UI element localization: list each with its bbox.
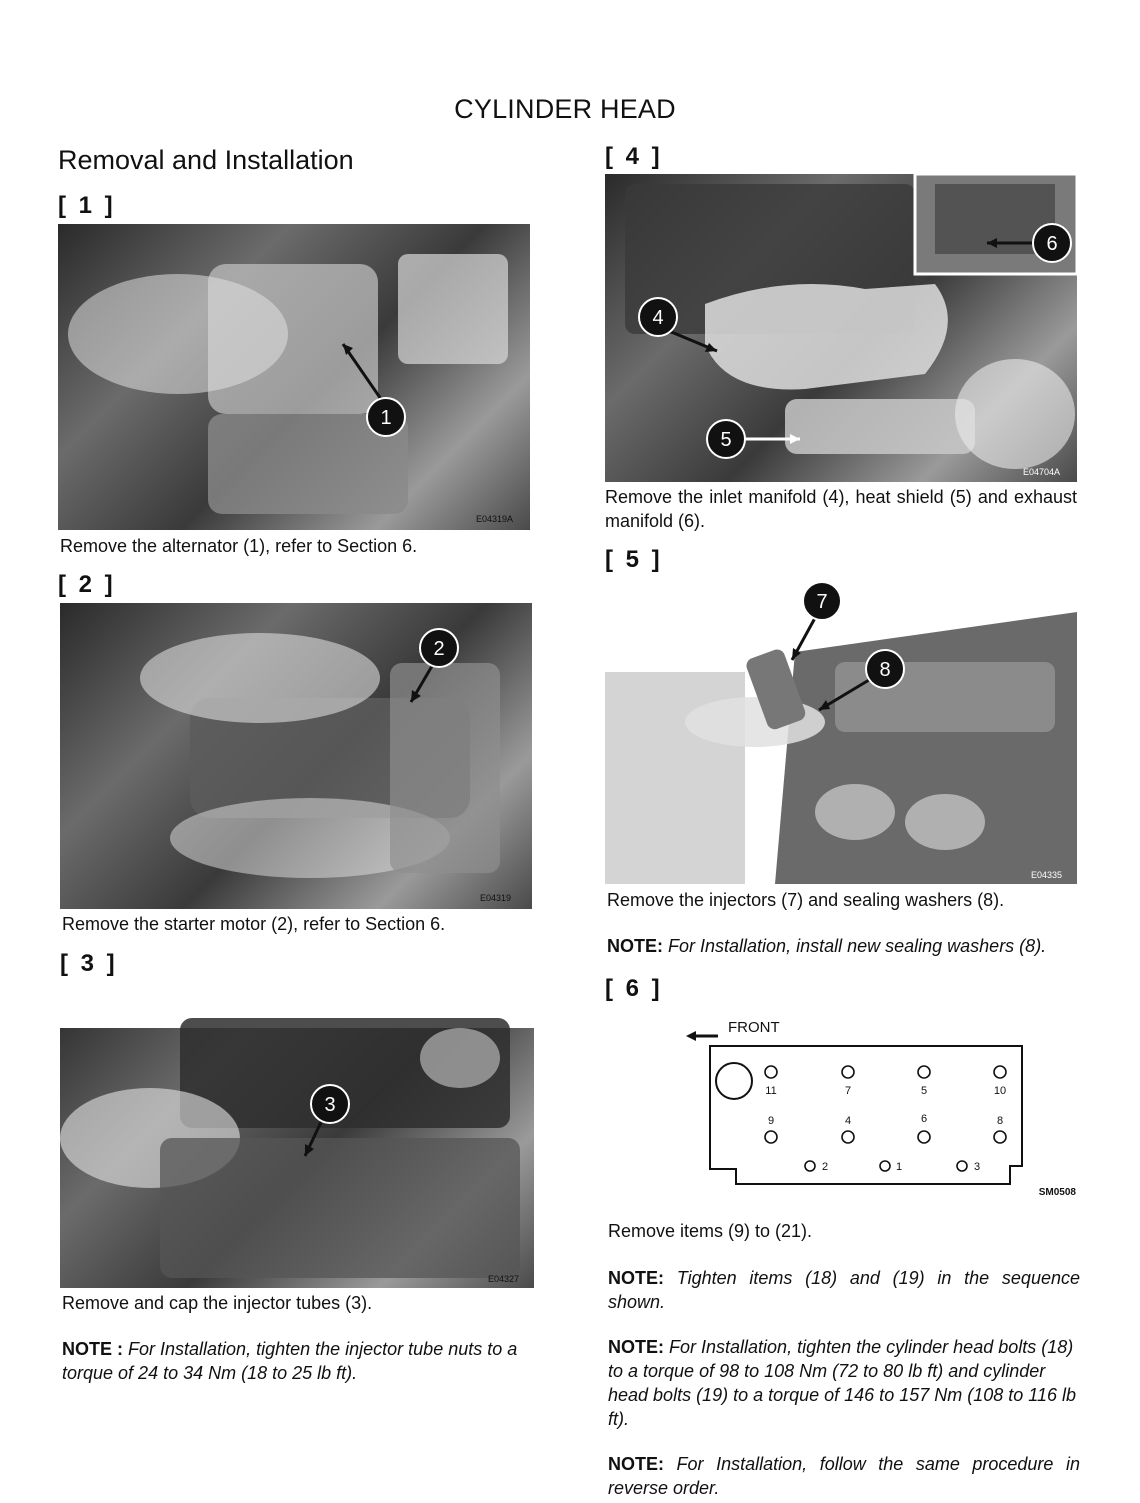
step-2-label: [ 2 ]	[58, 571, 116, 598]
step-4-caption: Remove the inlet manifold (4), heat shield (5) and exhaust manifold (6).	[605, 487, 1077, 531]
note-label: NOTE:	[608, 1337, 664, 1357]
bolt-10	[994, 1066, 1006, 1097]
manifold-photo	[605, 174, 1077, 482]
image-code: E04319A	[476, 514, 514, 524]
svg-text:2: 2	[822, 1161, 829, 1173]
step-5-caption: Remove the injectors (7) and sealing washers (8).	[607, 890, 1005, 910]
bolt-9	[765, 1115, 777, 1143]
svg-text:9: 9	[767, 1115, 775, 1127]
svg-text:10: 10	[993, 1085, 1007, 1097]
svg-text:4: 4	[844, 1115, 852, 1127]
svg-text:11: 11	[765, 1085, 777, 1097]
page-title: CYLINDER HEAD	[454, 94, 676, 124]
svg-text:6: 6	[1046, 233, 1058, 255]
image-code: E04704A	[1023, 467, 1061, 477]
note-label: NOTE :	[62, 1339, 123, 1359]
callout-4	[639, 298, 677, 336]
bolt-1	[880, 1161, 902, 1173]
bolt-5	[918, 1066, 930, 1097]
bolt-2	[805, 1161, 828, 1173]
diagram-code: SM0508	[1038, 1187, 1076, 1198]
callout-2	[420, 629, 458, 667]
callout-3	[311, 1085, 349, 1123]
alternator-photo	[58, 224, 530, 530]
note-label: NOTE:	[608, 1454, 664, 1474]
front-arrow-icon	[686, 1031, 718, 1041]
callout-1	[367, 398, 405, 436]
step-1-label: [ 1 ]	[58, 192, 116, 219]
svg-text:1: 1	[896, 1161, 903, 1173]
svg-text:7: 7	[816, 591, 828, 613]
injector-tubes-photo	[60, 988, 534, 1288]
svg-text:5: 5	[920, 1085, 928, 1097]
step-2-caption: Remove the starter motor (2), refer to Section 6.	[62, 914, 446, 934]
svg-text:8: 8	[996, 1115, 1004, 1127]
note-text: For Installation, tighten the cylinder head bolts (18) to a torque of 98 to 108 Nm (72 to 80 lb ft) and cylinder head bolts (19) to a torque of 146 to 157 Nm (108 to 116 lb ft).	[608, 1337, 1076, 1429]
section-heading: Removal and Installation	[58, 145, 354, 175]
svg-text:8: 8	[879, 659, 891, 681]
note-text: Tighten items (18) and (19) in the sequence shown.	[608, 1268, 1080, 1312]
svg-text:3: 3	[324, 1094, 336, 1116]
step-6-caption: Remove items (9) to (21).	[608, 1221, 813, 1241]
injectors-photo	[605, 582, 1077, 884]
image-code: E04335	[1031, 870, 1063, 880]
callout-7	[803, 582, 841, 620]
starter-motor-photo	[60, 603, 532, 909]
step-3-note	[62, 1337, 538, 1385]
svg-text:6: 6	[920, 1113, 928, 1125]
note-label: NOTE:	[607, 936, 663, 956]
svg-text:4: 4	[652, 307, 664, 329]
bolt-6	[918, 1113, 930, 1143]
note-label: NOTE:	[608, 1268, 664, 1288]
bolt-7	[842, 1066, 854, 1097]
step-6-note-2	[608, 1335, 1090, 1431]
bolt-sequence-diagram	[680, 1014, 1080, 1204]
svg-text:3: 3	[974, 1161, 981, 1173]
svg-text:5: 5	[720, 429, 732, 451]
svg-text:7: 7	[844, 1085, 852, 1097]
bolt-4	[842, 1115, 854, 1143]
note-text: For Installation, tighten the injector tube nuts to a torque of 24 to 34 Nm (18 to 25 lb ft).	[62, 1339, 518, 1383]
step-6-note-3	[608, 1452, 1080, 1500]
bolt-3	[957, 1161, 980, 1173]
step-5-note	[607, 934, 1083, 958]
callout-5	[707, 420, 745, 458]
step-6-note-1	[608, 1266, 1080, 1314]
step-3-label: [ 3 ]	[60, 950, 118, 977]
callout-6	[1033, 224, 1071, 262]
callout-8	[866, 650, 904, 688]
step-1-caption: Remove the alternator (1), refer to Section 6.	[60, 536, 418, 556]
image-code: E04319	[480, 893, 512, 903]
bolt-11	[765, 1066, 777, 1097]
svg-text:2: 2	[433, 638, 445, 660]
step-5-label: [ 5 ]	[605, 546, 663, 573]
front-label: FRONT	[728, 1019, 780, 1036]
note-text: For Installation, follow the same procedure in reverse order.	[608, 1454, 1080, 1498]
note-text: For Installation, install new sealing washers (8).	[668, 936, 1047, 956]
callout-1-number: 1	[380, 407, 392, 429]
step-6-label: [ 6 ]	[605, 975, 663, 1002]
bolt-8	[994, 1115, 1006, 1143]
step-3-caption: Remove and cap the injector tubes (3).	[62, 1293, 373, 1313]
step-4-label: [ 4 ]	[605, 143, 663, 170]
image-code: E04327	[488, 1274, 520, 1284]
